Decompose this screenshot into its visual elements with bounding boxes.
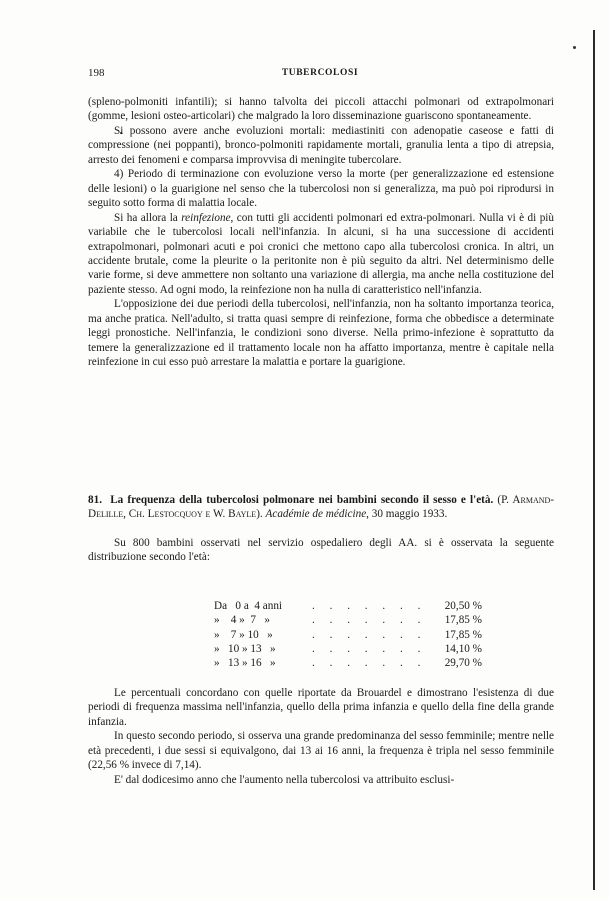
section-81 — [88, 493, 554, 565]
section-authors: (P. Armand-Delille, Ch. Lestocquoy e W. Bayle). — [88, 494, 555, 521]
dot-leader: . . . . . . . — [312, 657, 427, 670]
paragraph: L'opposizione dei due periodi della tubercolosi, nell'infanzia, non ha soltanto importanza teorica, ma anche pratica. Nell'adulto, si tratta quasi sempre di reinfezione, forma che obbedisce a determinate leggi pronostiche. Nell'infanzia, le condizioni sono diverse. Nella primo-infezione è soprattutto da temere la generalizzazione ed il trattamento locale non ha affatto importanza, mentre è capitale nella reinfezione in cui esso può arrestare la malattia e portare la guarigione. — [88, 298, 554, 369]
ink-speck — [573, 46, 576, 49]
age-range-label: » 4 » 7 » — [214, 614, 270, 627]
page-edge-rule — [593, 30, 595, 890]
table-row — [214, 628, 514, 642]
page-number: 198 — [88, 67, 105, 79]
dot-leader: . . . . . . . — [312, 600, 427, 612]
section-title: La frequenza della tubercolosi polmonare nei bambini secondo il sesso e l'età. — [110, 494, 494, 506]
running-title: TUBERCOLOSI — [281, 68, 359, 78]
paragraph: E' dal dodicesimo anno che l'aumento nella tubercolosi va attribuito esclusi- — [114, 773, 455, 786]
age-range-label: » 7 » 10 » — [214, 628, 273, 641]
table-row — [214, 599, 514, 613]
section-intro: Su 800 bambini osservati nel servizio ospedaliero degli AA. si è osservata la seguente distribuzione secondo l'età: — [88, 536, 554, 564]
section-source: Académie de médicine — [265, 508, 367, 521]
paragraph: Le percentuali concordano con quelle riportate da Brouardel e dimostrano l'esistenza di due periodi di frequenza massima nell'infanzia, quello della prima infanzia e quello della fine della grande infanzia. — [88, 687, 554, 728]
dot-leader: . . . . . . . — [312, 642, 427, 655]
body-text-lower — [88, 686, 554, 787]
age-range-label: » 10 » 13 » — [214, 642, 276, 655]
paragraph: In questo secondo periodo, si osserva una grande predominanza del sesso femminile; mentre nelle età precedenti, i due sessi si equivalgono, dai 13 ai 16 anni, la frequenza è tripla nel sesso femminile (22,56 % invece di 7,14). — [88, 730, 554, 772]
percentage-value: 14,10 % — [444, 642, 482, 655]
age-distribution-table — [214, 599, 514, 670]
paragraph: Si possono avere anche evoluzioni mortali: mediastiniti con adenopatie caseose e fatti di compressione (nei poppanti), bronco-polmoniti rapidamente mortali, granulia lenta a tipo di atrepsia, arresto dei fenomeni e comparsa improvvisa di meningite tubercolare. — [88, 124, 554, 166]
text-run: , con tutti gli accidenti polmonari ed extra-polmonari. Nulla vi è di più variabile che le tubercolosi locali nell'infanzia. In alcuni, si ha una successione di accidenti extrapolmonari, polmonari acuti e poi cronici che mettono capo alla tubercolosi cronica. In altri, un accidente brutale, come la pleurite o la peritonite non è più seguito da altri. Nel determinismo delle varie forme, si deve ammettere non soltanto una variazione di allergia, ma anche nella costituzione del paziente stesso. Ad ogni modo, la reinfezione non ha nulla di caratteristico nell'infanzia. — [88, 211, 555, 296]
section-number: 81. — [88, 494, 102, 506]
table-row — [214, 656, 514, 670]
percentage-value: 17,85 % — [444, 628, 482, 641]
table-row — [214, 613, 514, 627]
paragraph: (spleno-polmoniti infantili); si hanno talvolta dei piccoli attacchi polmonari od extrapolmonari (gomme, lesioni osteo-articolari) che malgrado la loro disseminazione guariscono spontaneamente. — [88, 96, 554, 123]
table-row — [214, 642, 514, 656]
text-run: Si ha allora la — [114, 211, 182, 224]
dot-leader: . . . . . . . — [312, 628, 427, 641]
body-text-upper — [88, 95, 554, 370]
percentage-value: 29,70 % — [444, 657, 482, 670]
percentage-value: 20,50 % — [444, 600, 482, 612]
dot-leader: . . . . . . . — [312, 614, 427, 627]
paragraph: 4) Periodo di terminazione con evoluzione verso la morte (per generalizzazione ed estensione delle lesioni) o la guarigione nel senso che la tubercolosi non si generalizza, ma può poi riprodursi in seguito sotto forma di malattia locale. — [88, 168, 554, 210]
age-range-label: Da 0 a 4 anni — [214, 600, 283, 612]
section-date: , 30 maggio 1933. — [366, 508, 448, 521]
section-heading — [88, 493, 554, 522]
percentage-value: 17,85 % — [444, 614, 482, 627]
page-header — [88, 67, 552, 81]
emphasis-term: reinfezione — [181, 211, 231, 224]
paragraph — [88, 211, 554, 298]
age-range-label: » 13 » 16 » — [214, 657, 276, 670]
